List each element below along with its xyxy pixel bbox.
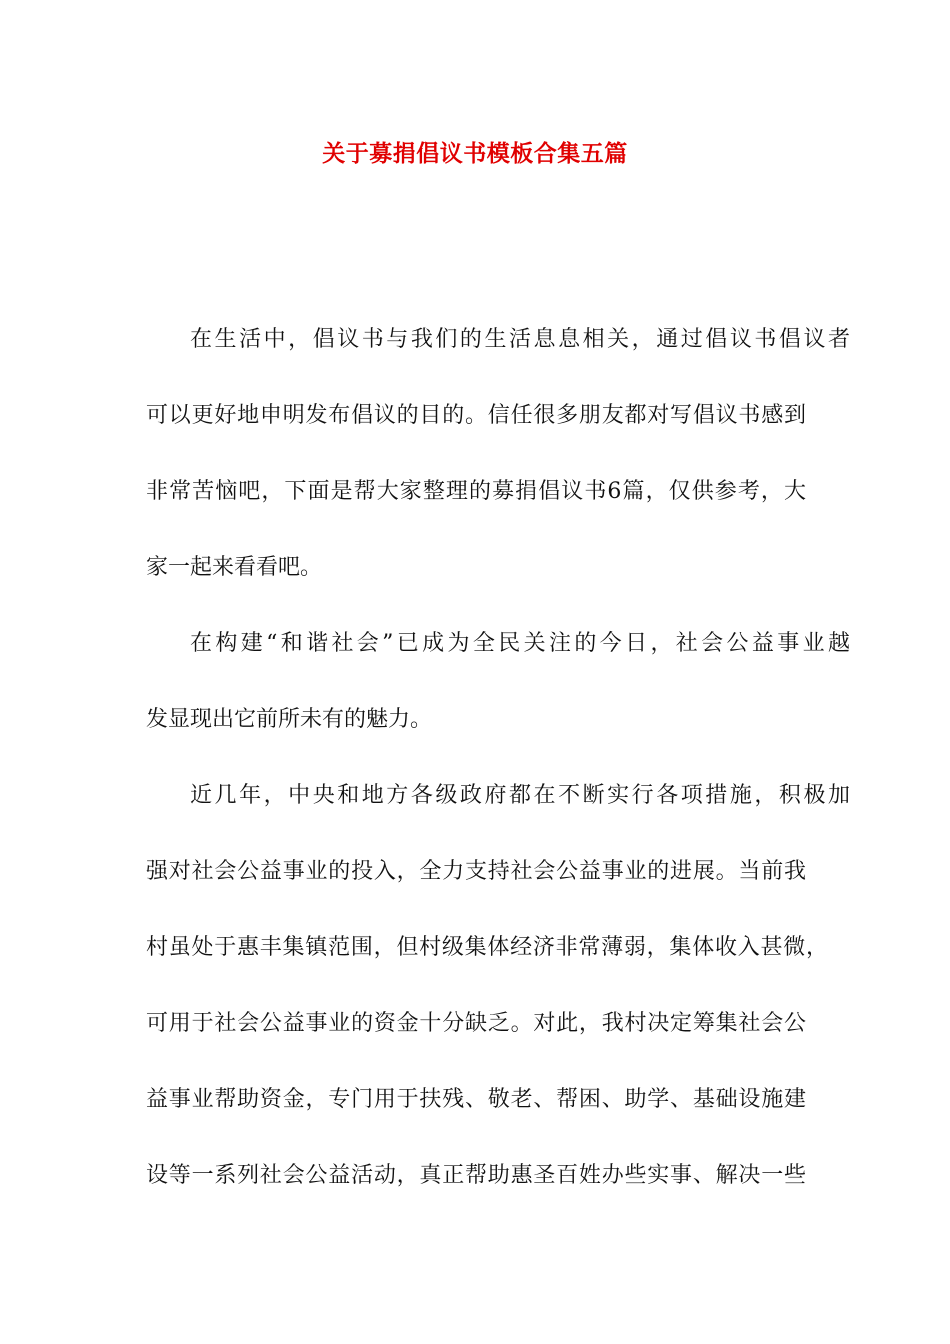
document-body: [146, 321, 850, 1233]
paragraph-line: 强对社会公益事业的投入，全力支持社会公益事业的进展。当前我: [146, 859, 806, 884]
paragraph-line: 非常苦恼吧，下面是帮大家整理的募捐倡议书6篇，仅供参考，大: [146, 479, 806, 504]
paragraph-line: 益事业帮助资金，专门用于扶残、敬老、帮困、助学、基础设施建: [146, 1087, 806, 1112]
paragraph-line: 家一起来看看吧。: [146, 555, 323, 580]
paragraph-line: 在生活中，倡议书与我们的生活息息相关，通过倡议书倡议者: [190, 327, 850, 352]
paragraph-line: 可以更好地申明发布倡议的目的。信任很多朋友都对写倡议书感到: [146, 403, 806, 428]
paragraph-line: 在构建“和谐社会”已成为全民关注的今日，社会公益事业越: [190, 631, 850, 656]
paragraph-line: 发显现出它前所未有的魅力。: [146, 707, 433, 732]
paragraph-line: 近几年，中央和地方各级政府都在不断实行各项措施，积极加: [190, 783, 850, 808]
paragraph-line: 村虽处于惠丰集镇范围，但村级集体经济非常薄弱，集体收入甚微，: [146, 935, 828, 960]
paragraph-line: 设等一系列社会公益活动，真正帮助惠圣百姓办些实事、解决一些: [146, 1163, 806, 1188]
document-title: 关于募捐倡议书模板合集五篇: [322, 140, 628, 167]
paragraph-line: 可用于社会公益事业的资金十分缺乏。对此，我村决定筹集社会公: [146, 1011, 806, 1036]
